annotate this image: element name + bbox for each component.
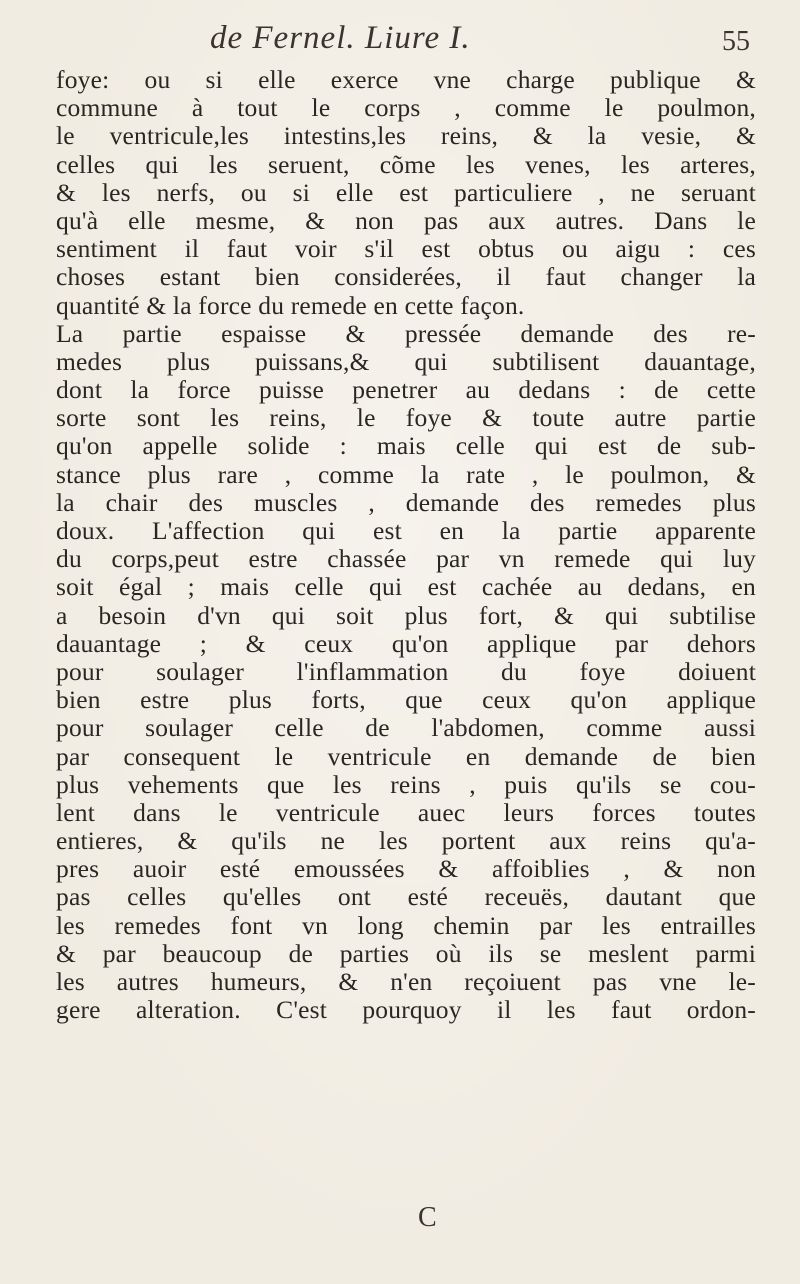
text-line: les autres humeurs, & n'en reçoiuent pas vne le- — [56, 967, 756, 996]
text-line: le ventricule,les intestins,les reins, & la vesie, & — [56, 121, 756, 151]
text-line: dont la force puisse penetrer au dedans : de cette — [56, 375, 756, 405]
text-line: qu'à elle mesme, & non pas aux autres. Dans le — [56, 205, 756, 235]
text-line: commune à tout le corps , comme le poulmon, — [56, 93, 756, 123]
text-line: par consequent le ventricule en demande de bien — [56, 741, 756, 771]
text-line: La partie espaisse & pressée demande des re- — [56, 318, 756, 348]
page-number: 55 — [722, 26, 750, 57]
text-line: entieres, & qu'ils ne les portent aux reins qu'a- — [56, 826, 756, 856]
text-line: doux. L'affection qui est en la partie apparente — [56, 516, 756, 545]
text-line: celles qui les seruent, cõme les venes, les arteres, — [56, 149, 756, 179]
text-line: la chair des muscles , demande des remedes plus — [56, 487, 756, 517]
body-text — [56, 66, 756, 1024]
text-line: soit égal ; mais celle qui est cachée au dedans, en — [56, 572, 756, 602]
page-header — [60, 14, 760, 64]
text-line: choses estant bien considerées, il faut changer la — [56, 262, 756, 292]
text-line: qu'on appelle solide : mais celle qui est de sub- — [56, 431, 756, 461]
text-line: pour soulager l'inflammation du foye doiuent — [56, 656, 756, 686]
running-head: de Fernel. Liure I. — [210, 20, 471, 56]
text-line: lent dans le ventricule auec leurs forces toutes — [56, 797, 756, 827]
text-line: dauantage ; & ceux qu'on applique par dehors — [56, 628, 756, 658]
text-line: quantité & la force du remede en cette façon. — [56, 290, 525, 320]
text-line: pas celles qu'elles ont esté receuës, dautant que — [56, 882, 756, 912]
text-line: stance plus rare , comme la rate , le poulmon, & — [56, 459, 756, 489]
text-line: medes plus puissans,& qui subtilisent dauantage, — [56, 346, 756, 376]
text-line: gere alteration. C'est pourquoy il les faut ordon- — [56, 995, 756, 1025]
text-line: pres auoir esté emoussées & affoiblies , & non — [56, 854, 756, 884]
text-line: les remedes font vn long chemin par les entrailles — [56, 910, 756, 940]
text-line: foye: ou si elle exerce vne charge publique & — [56, 65, 756, 94]
text-line: & par beaucoup de parties où ils se meslent parmi — [56, 938, 756, 968]
text-line: plus vehements que les reins , puis qu'ils se cou- — [56, 769, 756, 799]
text-line: bien estre plus forts, que ceux qu'on applique — [56, 685, 756, 715]
text-line: sentiment il faut voir s'il est obtus ou aigu : ces — [56, 234, 756, 264]
signature-mark: C — [418, 1202, 437, 1233]
text-line: pour soulager celle de l'abdomen, comme aussi — [56, 713, 756, 743]
text-line: & les nerfs, ou si elle est particuliere , ne seruant — [56, 177, 756, 207]
text-line: du corps,peut estre chassée par vn remede qui luy — [56, 544, 756, 574]
text-line: sorte sont les reins, le foye & toute autre partie — [56, 403, 756, 433]
text-line: a besoin d'vn qui soit plus fort, & qui subtilise — [56, 600, 756, 630]
